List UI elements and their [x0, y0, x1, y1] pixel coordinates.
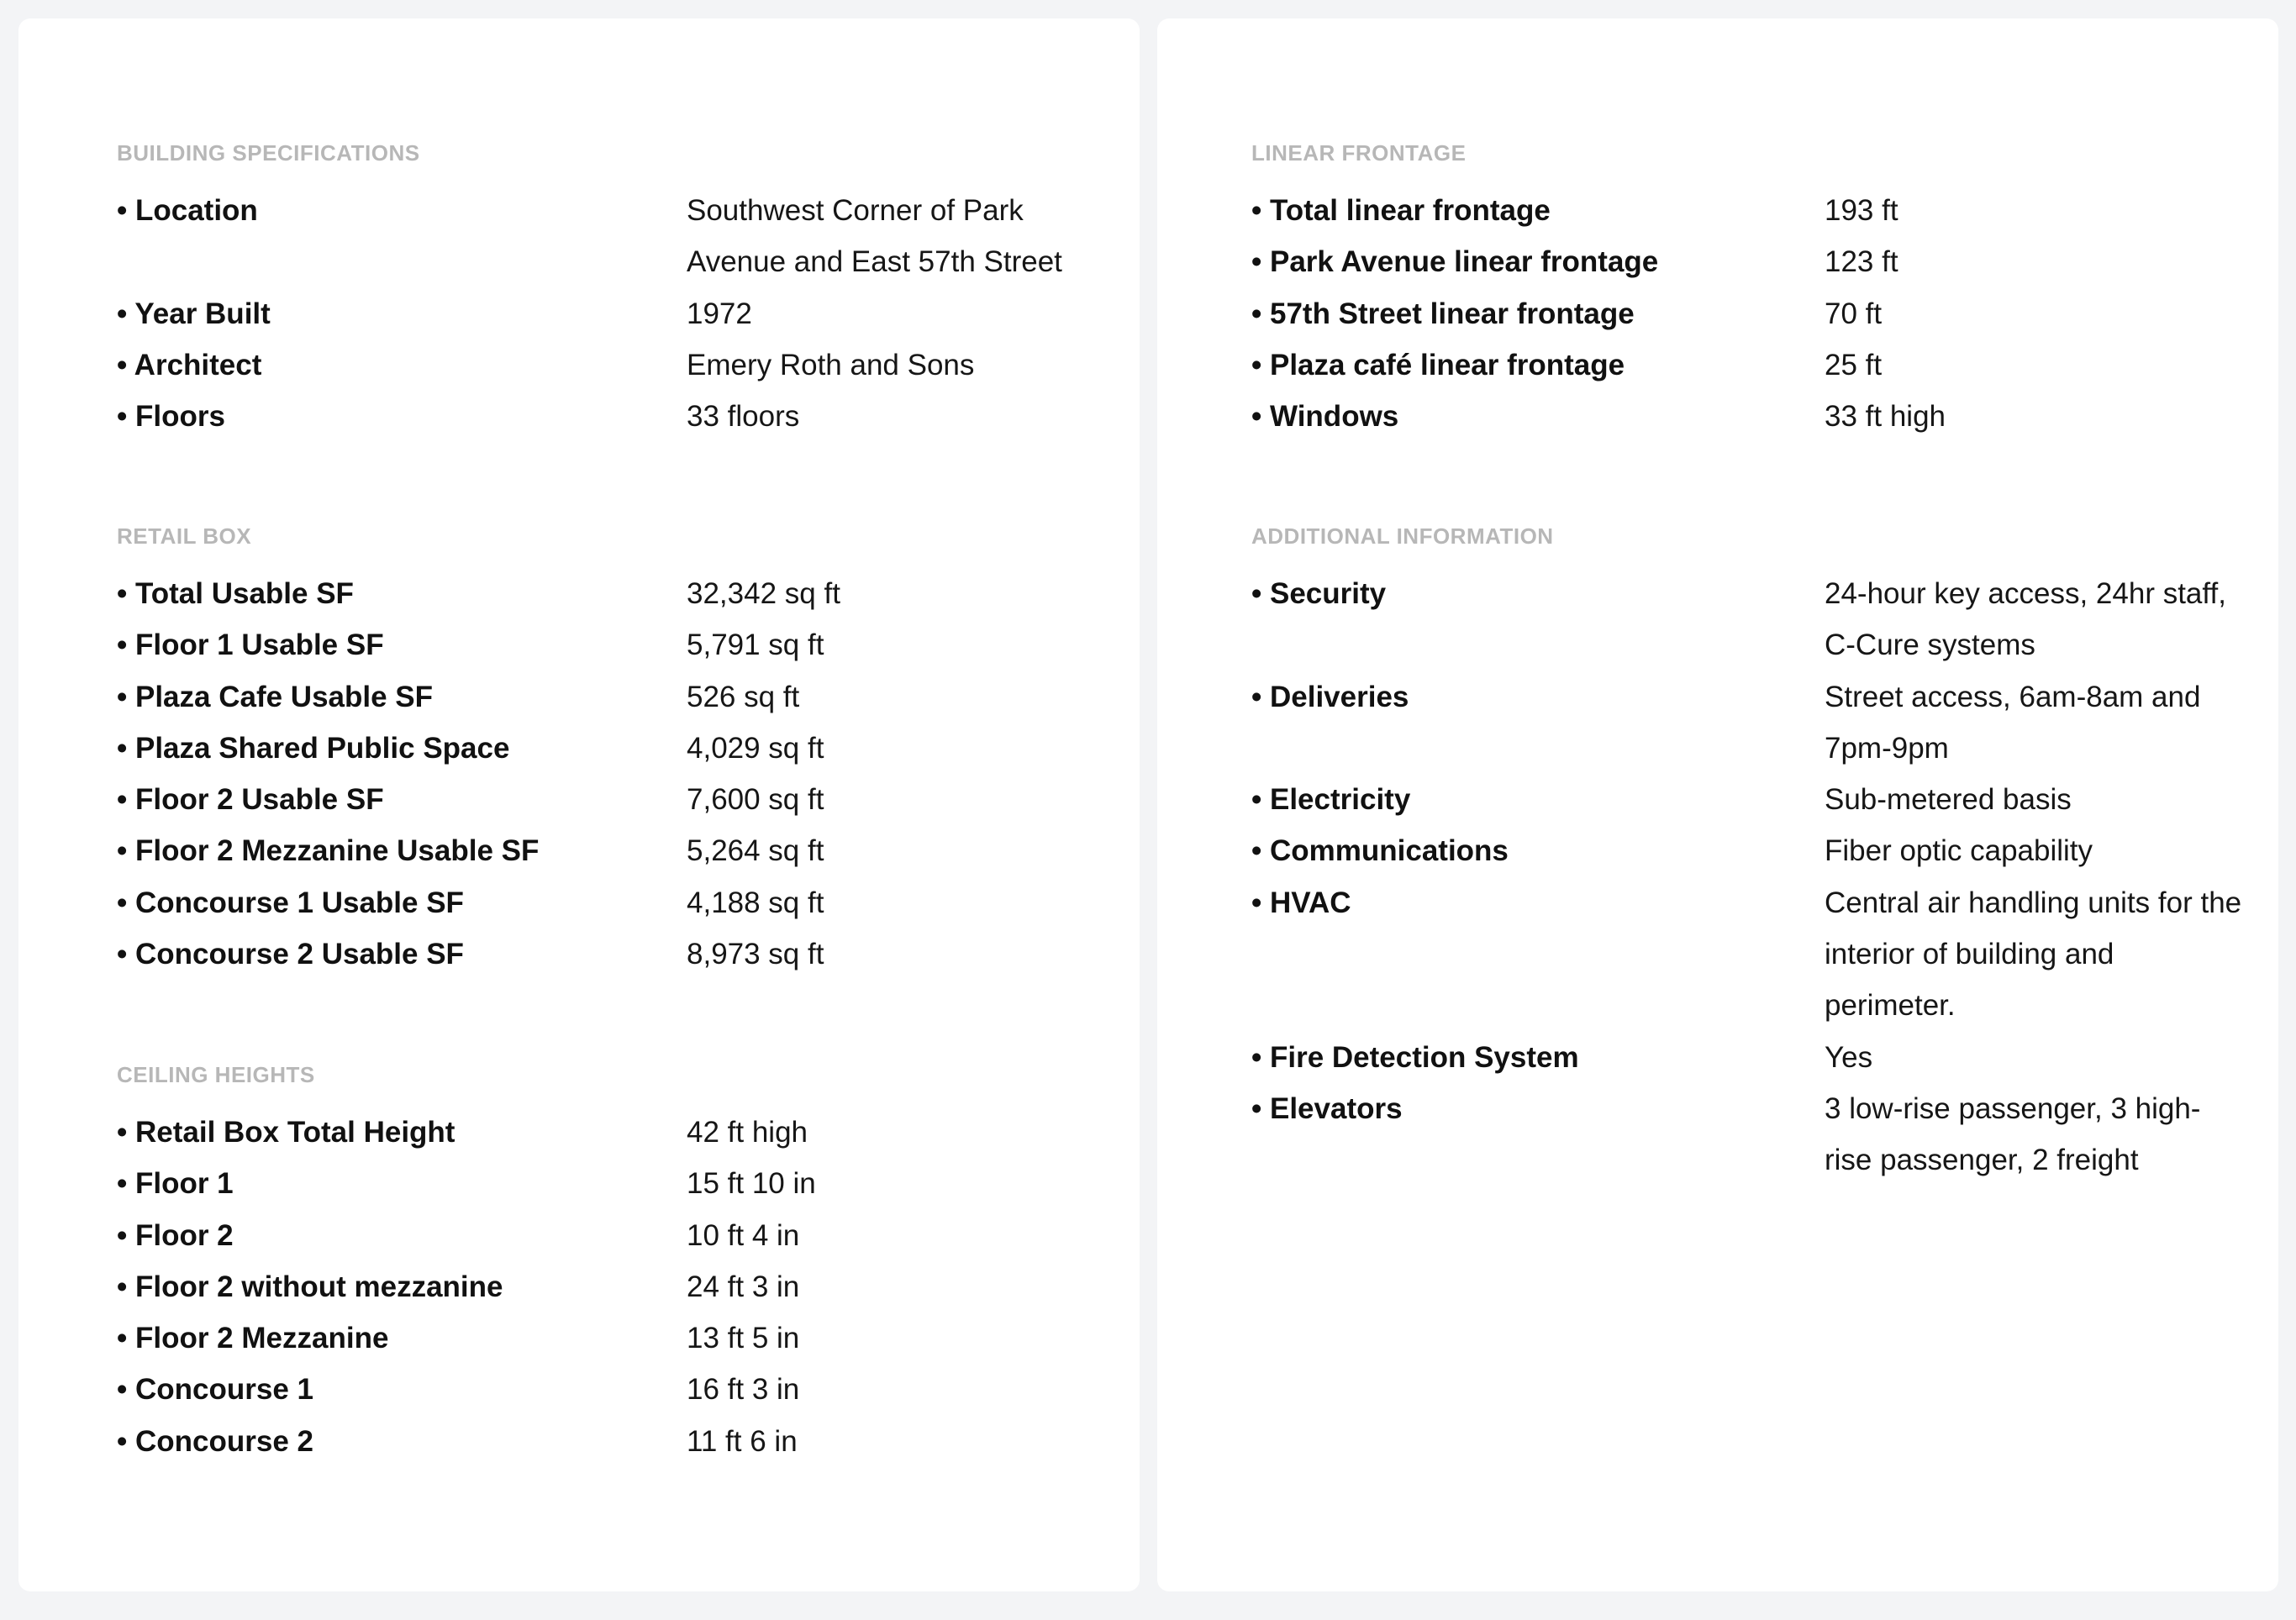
spec-label: • Year Built: [117, 297, 271, 330]
linear-frontage-section: [1251, 138, 2245, 442]
spec-row-total-usable: [117, 568, 1106, 619]
spec-row-floor1-usable: [117, 619, 1106, 671]
spec-value: 3 low-rise passenger, 3 high-rise passenger, 2 freight: [1825, 1091, 2201, 1177]
spec-label: • Floor 2 Usable SF: [117, 783, 384, 817]
spec-label: • Security: [1251, 577, 1387, 610]
spec-row-deliveries: [1251, 671, 2245, 775]
spec-label: • Floors: [117, 400, 225, 434]
spec-row-architect: [117, 339, 1106, 391]
spec-row-floor2-no-mezzanine-height: [117, 1261, 1106, 1312]
spec-label: • Floor 2 without mezzanine: [117, 1270, 503, 1303]
spec-label: • Concourse 2: [117, 1424, 313, 1458]
spec-label: • Electricity: [1251, 783, 1411, 817]
spec-label: • Floor 1: [117, 1167, 234, 1201]
spec-label: • Fire Detection System: [1251, 1040, 1579, 1074]
spec-value: 193 ft: [1825, 194, 1898, 227]
spec-value: 8,973 sq ft: [687, 938, 824, 971]
spec-value: 32,342 sq ft: [687, 577, 840, 610]
retail-box-section: [117, 521, 1106, 980]
spec-label: • Floor 2: [117, 1218, 234, 1252]
spec-label: • Architect: [117, 348, 262, 381]
section-heading: BUILDING SPECIFICATIONS: [117, 140, 420, 166]
spec-value: 42 ft high: [687, 1116, 808, 1149]
spec-row-floors: [117, 391, 1106, 442]
spec-label: • Park Avenue linear frontage: [1251, 245, 1659, 279]
spec-value: 24-hour key access, 24hr staff, C-Cure systems: [1825, 577, 2226, 662]
spec-row-floor2-height: [117, 1210, 1106, 1261]
spec-label: • Floor 1 Usable SF: [117, 629, 384, 662]
section-heading: LINEAR FRONTAGE: [1251, 140, 1467, 166]
additional-information-section: [1251, 521, 2245, 1186]
spec-value: 526 sq ft: [687, 680, 800, 713]
spec-label: • Plaza café linear frontage: [1251, 348, 1625, 381]
spec-row-concourse1-height: [117, 1364, 1106, 1415]
spec-value: 25 ft: [1825, 348, 1883, 381]
spec-value: 5,264 sq ft: [687, 834, 824, 868]
spec-value: Fiber optic capability: [1825, 834, 2093, 868]
spec-row-plaza-cafe-usable: [117, 671, 1106, 723]
spec-label: • Elevators: [1251, 1091, 1403, 1125]
spec-label: • Concourse 2 Usable SF: [117, 938, 464, 971]
spec-row-communications: [1251, 825, 2245, 876]
spec-label: • Windows: [1251, 400, 1399, 434]
spec-value: Sub-metered basis: [1825, 783, 2072, 817]
spec-value: 33 ft high: [1825, 400, 1946, 434]
spec-row-floor2-usable: [117, 774, 1106, 825]
spec-row-year-built: [117, 288, 1106, 339]
right-spec-card: [1157, 18, 2278, 1591]
spec-value: 10 ft 4 in: [687, 1218, 800, 1252]
spec-value: Southwest Corner of Park Avenue and East 57th Street: [687, 194, 1062, 279]
spec-row-plaza-cafe-frontage: [1251, 339, 2245, 391]
spec-label: • Location: [117, 194, 258, 227]
spec-value: Yes: [1825, 1040, 1873, 1074]
spec-label: • Total Usable SF: [117, 577, 354, 610]
spec-label: • Concourse 1: [117, 1373, 313, 1407]
spec-value: 15 ft 10 in: [687, 1167, 816, 1201]
spec-label: • Plaza Shared Public Space: [117, 731, 510, 765]
spec-value: 1972: [687, 297, 752, 330]
spec-value: 24 ft 3 in: [687, 1270, 800, 1303]
spec-value: Emery Roth and Sons: [687, 348, 975, 381]
spec-row-concourse1-usable: [117, 877, 1106, 928]
spec-value: 16 ft 3 in: [687, 1373, 800, 1407]
spec-row-elevators: [1251, 1083, 2245, 1186]
spec-value: 4,188 sq ft: [687, 886, 824, 919]
spec-value: 5,791 sq ft: [687, 629, 824, 662]
spec-label: • Floor 2 Mezzanine Usable SF: [117, 834, 540, 868]
spec-value: 123 ft: [1825, 245, 1898, 279]
spec-label: • Concourse 1 Usable SF: [117, 886, 464, 919]
spec-label: • Floor 2 Mezzanine: [117, 1322, 389, 1355]
spec-value: 11 ft 6 in: [687, 1424, 798, 1458]
spec-row-electricity: [1251, 774, 2245, 825]
spec-value: 33 floors: [687, 400, 800, 434]
spec-row-hvac: [1251, 877, 2245, 1032]
spec-label: • HVAC: [1251, 886, 1351, 919]
spec-row-location: [117, 185, 1106, 288]
spec-value: Street access, 6am-8am and 7pm-9pm: [1825, 680, 2201, 765]
spec-label: • Plaza Cafe Usable SF: [117, 680, 434, 713]
spec-row-floor2-mezzanine-usable: [117, 825, 1106, 876]
spec-label: • Retail Box Total Height: [117, 1116, 456, 1149]
building-specifications-section: [117, 138, 1106, 442]
ceiling-heights-section: [117, 1060, 1106, 1467]
spec-label: • Deliveries: [1251, 680, 1409, 713]
spec-row-retail-box-height: [117, 1107, 1106, 1158]
spec-row-floor1-height: [117, 1158, 1106, 1209]
spec-value: 7,600 sq ft: [687, 783, 824, 817]
spec-label: • Communications: [1251, 834, 1509, 868]
spec-row-floor2-mezzanine-height: [117, 1312, 1106, 1364]
spec-row-windows: [1251, 391, 2245, 442]
spec-row-concourse2-height: [117, 1416, 1106, 1467]
spec-row-park-avenue-frontage: [1251, 236, 2245, 287]
spec-label: • 57th Street linear frontage: [1251, 297, 1635, 330]
spec-label: • Total linear frontage: [1251, 194, 1551, 227]
spec-row-total-frontage: [1251, 185, 2245, 236]
left-spec-card: [18, 18, 1140, 1591]
spec-value: 70 ft: [1825, 297, 1883, 330]
spec-value: Central air handling units for the interior of building and perimeter.: [1825, 886, 2242, 1023]
section-heading: ADDITIONAL INFORMATION: [1251, 523, 1554, 549]
spec-row-plaza-shared-space: [117, 723, 1106, 774]
spec-value: 4,029 sq ft: [687, 731, 824, 765]
spec-row-security: [1251, 568, 2245, 671]
section-heading: RETAIL BOX: [117, 523, 252, 549]
spec-row-fire-detection: [1251, 1032, 2245, 1083]
section-heading: CEILING HEIGHTS: [117, 1062, 315, 1087]
spec-row-57th-street-frontage: [1251, 288, 2245, 339]
spec-value: 13 ft 5 in: [687, 1322, 800, 1355]
spec-row-concourse2-usable: [117, 928, 1106, 980]
